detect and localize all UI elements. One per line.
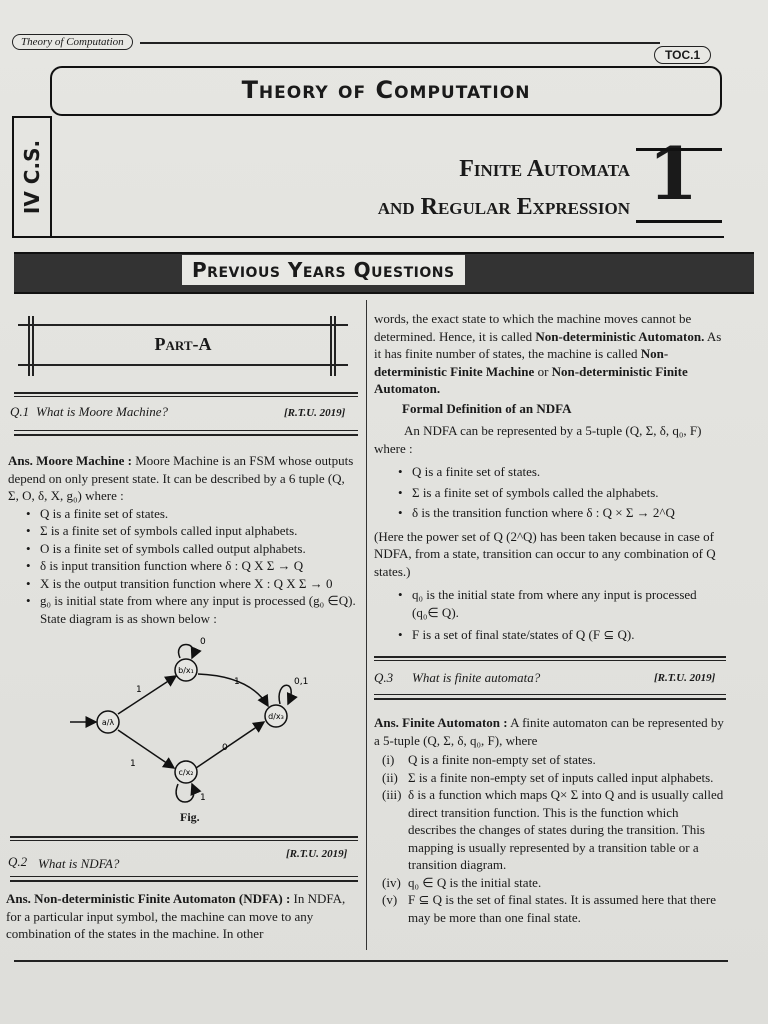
self-loop — [179, 645, 194, 659]
transition-edge — [196, 722, 264, 768]
list-item: • X is the output transition function where X : Q X Σ → 0 — [24, 575, 358, 593]
answer-list — [374, 751, 726, 926]
side-label-box — [12, 116, 52, 238]
list-item: (v) F ⊆ Q is the set of final states. It is assumed here that there may be more than one final state. — [382, 892, 717, 925]
edge-label: 1 — [136, 685, 142, 695]
question-rule — [10, 836, 358, 838]
question-rule — [14, 392, 358, 394]
answer-2 — [6, 890, 358, 943]
answer-1 — [8, 452, 358, 627]
chapter-title-line2: and Regular Expression — [377, 194, 630, 220]
edge-label: 1 — [130, 759, 136, 769]
self-loop — [176, 784, 194, 802]
header-rule — [140, 42, 660, 44]
question-label: Q.1 — [10, 404, 30, 419]
part-label: Part-A — [154, 334, 212, 354]
moore-state-diagram — [60, 636, 310, 816]
formal-intro: An NDFA can be represented by a 5-tuple (Q, Σ, δ, q₀, F) where : — [374, 423, 702, 456]
state-label: c/x₂ — [178, 768, 194, 777]
book-title: Theory of Computation — [241, 76, 531, 104]
answer-label: Ans. Non-deterministic Finite Automaton (NDFA) : — [6, 891, 291, 906]
list-item: (iv) q₀ ∈ Q is the initial state. — [382, 874, 542, 890]
edge-label: 1 — [234, 677, 240, 687]
state-label: d/x₃ — [268, 712, 284, 721]
question-text: What is Moore Machine? — [36, 404, 169, 419]
state-label: a/λ — [101, 718, 115, 727]
chapter-header-rule — [48, 236, 724, 238]
answer-3 — [374, 714, 726, 926]
list-item: (ii) Σ is a finite non-empty set of inputs called input alphabets. — [382, 769, 714, 785]
question-text: What is NDFA? — [38, 856, 120, 871]
edge-label: 1 — [200, 793, 206, 803]
answer-intro: Moore Machine is an FSM whose outputs depend on only present state. It can be described by a 6 tuple (Q, Σ, O, δ, X, g₀) where : — [8, 453, 354, 503]
formal-list-2 — [396, 586, 726, 644]
formal-list — [396, 463, 726, 522]
page-code: TOC.1 — [654, 46, 711, 64]
section-band-title: Previous Years Questions — [182, 255, 465, 285]
chapter-number: 1 — [648, 131, 699, 216]
list-item: • Σ is a finite set of symbols called input alphabets. — [24, 522, 358, 540]
list-item: • Σ is a finite set of symbols called the alphabets. — [396, 484, 726, 502]
part-a-heading-box — [18, 324, 348, 368]
figure-caption: Fig. — [180, 810, 200, 824]
formal-definition — [374, 422, 726, 644]
book-title-box — [50, 66, 722, 116]
answer-label: Ans. Finite Automaton : — [374, 715, 508, 730]
question-rule — [374, 656, 726, 658]
list-item: • Q is a finite set of states. — [24, 505, 358, 523]
question-ref: [R.T.U. 2019] — [654, 672, 716, 684]
question-ref: [R.T.U. 2019] — [286, 848, 348, 860]
side-label: IV C.S. — [20, 139, 44, 215]
answer-intro: A finite automaton can be represented by a 5-tuple (Q, Σ, δ, q₀, F), where — [374, 715, 724, 748]
question-label: Q.3 — [374, 670, 394, 685]
chapter-number-rule-bottom — [636, 220, 722, 223]
chapter-number-rule-top — [636, 148, 722, 151]
list-item: • δ is the transition function where δ : Q × Σ → 2^Q — [396, 504, 726, 522]
subheading: Formal Definition of an NDFA — [402, 401, 572, 416]
list-item: • q₀ is the initial state from where any input is processed (q₀∈ Q). — [396, 586, 726, 621]
answer-text: In NDFA, for a particular input symbol, the machine can move to any combination of the states in the machine. In other — [6, 891, 346, 941]
transition-edge — [118, 730, 174, 768]
list-item: • g₀ is initial state from where any input is processed (g₀ ∈Q). State diagram is as shown below : — [24, 592, 358, 627]
list-item: • δ is input transition function where δ : Q X Σ → Q — [24, 557, 358, 575]
answer-list — [24, 505, 358, 628]
answer-label: Ans. Moore Machine : — [8, 453, 132, 468]
answer-2-continued: words, the exact state to which the machine moves cannot be determined. Hence, it is called Non-deterministic Automaton. As it has finite number of states, the machine is called Non-deterministic Finite Machine or Non-deterministic Finite Automaton. — [374, 311, 722, 396]
self-loop — [279, 685, 291, 704]
series-tag: Theory of Computation — [12, 34, 133, 50]
question-ref: [R.T.U. 2019] — [284, 407, 346, 419]
chapter-title-line1: Finite Automata — [459, 156, 630, 182]
edge-label: 0 — [222, 743, 228, 753]
transition-edge — [198, 674, 268, 706]
column-separator — [366, 300, 367, 950]
edge-label: 0,1 — [294, 677, 309, 687]
list-item: • O is a finite set of symbols called output alphabets. — [24, 540, 358, 558]
list-item: (i) Q is a finite non-empty set of states. — [382, 752, 596, 767]
state-label: b/x₁ — [178, 666, 194, 675]
list-item: • Q is a finite set of states. — [396, 463, 726, 481]
question-text: What is finite automata? — [412, 670, 541, 685]
list-item: (iii) δ is a function which maps Q× Σ into Q and is usually called direct transition function. This is the function which describes the changes of states during the transition. This mapping is usually represented by a transition table or a transition diagram. — [382, 787, 724, 872]
transition-edge — [118, 676, 176, 714]
list-item: • F is a set of final state/states of Q (F ⊆ Q). — [396, 626, 726, 644]
edge-label: 0 — [200, 637, 206, 647]
page-bottom-rule — [14, 960, 728, 962]
question-label: Q.2 — [8, 854, 28, 869]
power-set-note: (Here the power set of Q (2^Q) has been taken because in case of NDFA, from a state, transition can occur to any combination of Q states.) — [374, 528, 716, 579]
